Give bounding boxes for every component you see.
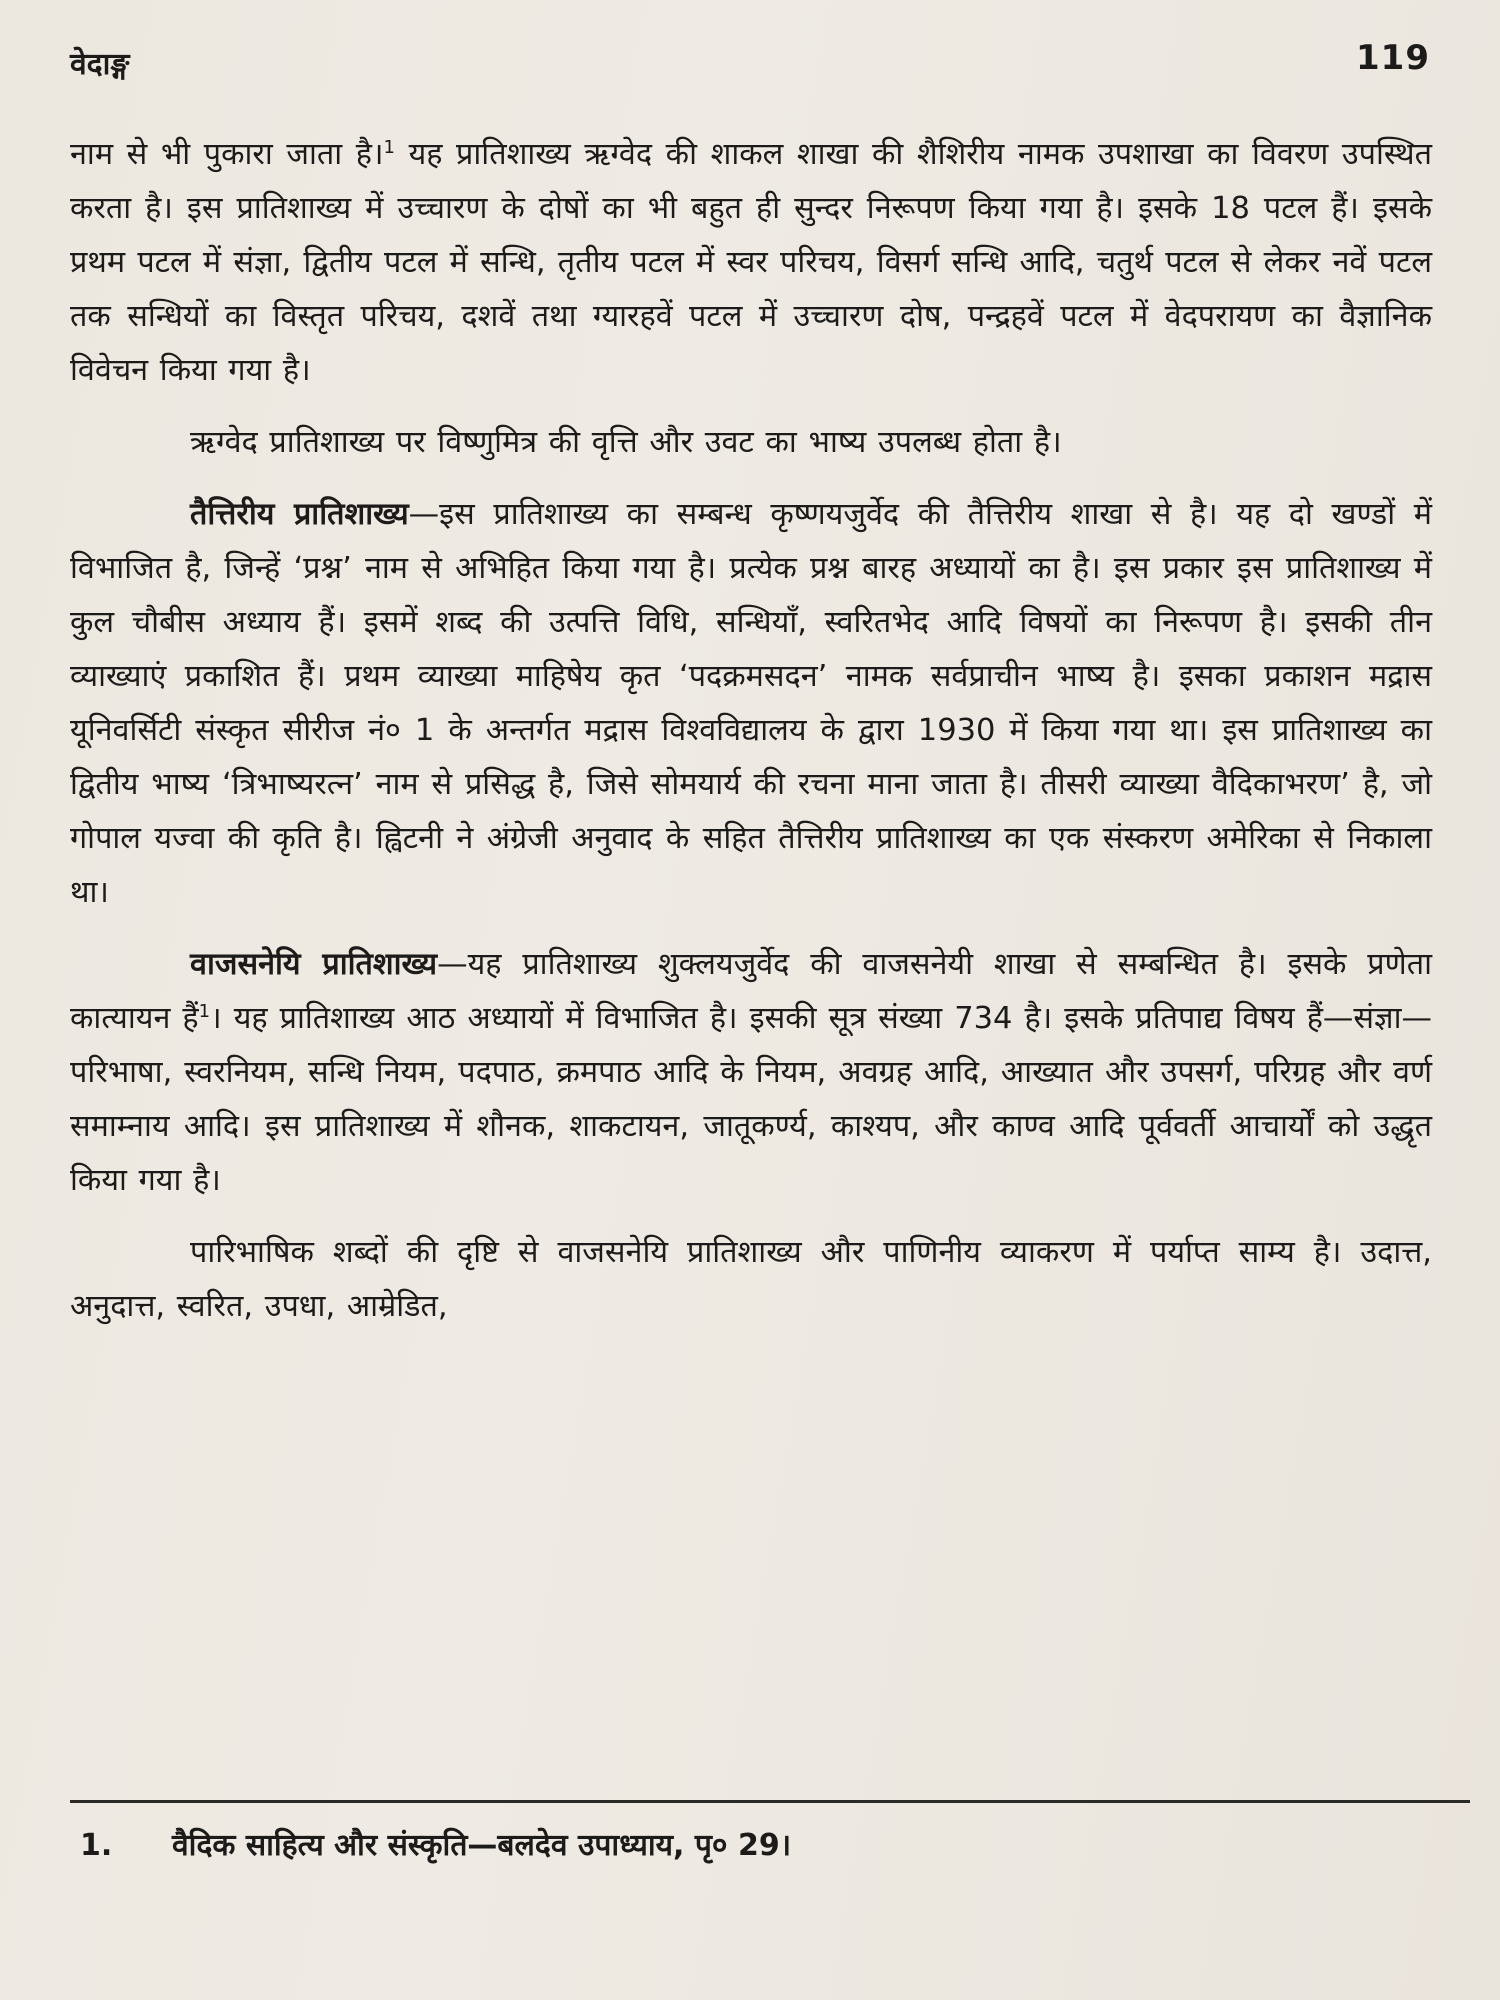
paragraph <box>70 938 1432 1208</box>
paragraph-text-continued: । यह प्रातिशाख्य आठ अध्यायों में विभाजित है। इसकी सूत्र संख्या 734 है। इसके प्रतिपाद्य विषय हैं—संज्ञा—परिभाषा, स्वरनियम, सन्धि नियम, पदपाठ, क्रमपाठ आदि के नियम, अवग्रह आदि, आख्यात और उपसर्ग, परिग्रह और वर्ण समाम्नाय आदि। इस प्रातिशाख्य में शौनक, शाकटायन, जातूकर्ण्य, काश्यप, और काण्व आदि पूर्ववर्ती आचार्यों को उद्धृत किया गया है। <box>70 1001 1432 1198</box>
paragraph <box>70 416 1432 470</box>
page-header <box>70 38 1430 88</box>
footnote-divider <box>70 1800 1470 1803</box>
paragraph-text: पारिभाषिक शब्दों की दृष्टि से वाजसनेयि प्रातिशाख्य और पाणिनीय व्याकरण में पर्याप्त साम्य है। उदात्त, अनुदात्त, स्वरित, उपधा, आम्रेडित, <box>70 1235 1432 1324</box>
section-heading: वाजसनेयि प्रातिशाख्य <box>190 947 438 982</box>
paragraph <box>70 1226 1432 1334</box>
section-heading: तैत्तिरीय प्रातिशाख्य <box>190 497 409 532</box>
footnote-number: 1. <box>80 1828 113 1863</box>
paragraph-text: ऋग्वेद प्रातिशाख्य पर विष्णुमित्र की वृत्ति और उवट का भाष्य उपलब्ध होता है। <box>190 425 1062 460</box>
footnote-text: वैदिक साहित्य और संस्कृति—बलदेव उपाध्याय, पृ० 29। <box>172 1828 792 1863</box>
footnote-marker: 1 <box>198 1000 211 1022</box>
footnote <box>80 1826 1380 1866</box>
page-number: 119 <box>1356 38 1430 78</box>
running-head: वेदाङ्ग <box>70 47 130 82</box>
paragraph <box>70 488 1432 920</box>
footnote-marker: 1 <box>383 136 395 158</box>
paragraph-text: —इस प्रातिशाख्य का सम्बन्ध कृष्णयजुर्वेद की तैत्तिरीय शाखा से है। यह दो खण्डों में विभाजित है, जिन्हें ‘प्रश्न’ नाम से अभिहित किया गया है। प्रत्येक प्रश्न बारह अध्यायों का है। इस प्रकार इस प्रातिशाख्य में कुल चौबीस अध्याय हैं। इसमें शब्द की उत्पत्ति विधि, सन्धियाँ, स्वरितभेद आदि विषयों का निरूपण है। इसकी तीन व्याख्याएं प्रकाशित हैं। प्रथम व्याख्या माहिषेय कृत ‘पदक्रमसदन’ नामक सर्वप्राचीन भाष्य है। इसका प्रकाशन मद्रास यूनिवर्सिटी संस्कृत सीरीज नं० 1 के अन्तर्गत मद्रास विश्वविद्यालय के द्वारा 1930 में किया गया था। इस प्रातिशाख्य का द्वितीय भाष्य ‘त्रिभाष्यरत्न’ नाम से प्रसिद्ध है, जिसे सोमयार्य की रचना माना जाता है। तीसरी व्याख्या वैदिकाभरण’ है, जो गोपाल यज्वा की कृति है। ह्विटनी ने अंग्रेजी अनुवाद के सहित तैत्तिरीय प्रातिशाख्य का एक संस्करण अमेरिका से निकाला था। <box>70 497 1432 910</box>
paragraph <box>70 128 1432 398</box>
paragraph-text: —यह प्रातिशाख्य शुक्लयजुर्वेद की वाजसनेयी शाखा से सम्बन्धित है। इसके प्रणेता कात्यायन हैं <box>70 947 1432 1036</box>
paragraph-text-continued: यह प्रातिशाख्य ऋग्वेद की शाकल शाखा की शैशिरीय नामक उपशाखा का विवरण उपस्थित करता है। इस प्रातिशाख्य में उच्चारण के दोषों का भी बहुत ही सुन्दर निरूपण किया गया है। इसके 18 पटल हैं। इसके प्रथम पटल में संज्ञा, द्वितीय पटल में सन्धि, तृतीय पटल में स्वर परिचय, विसर्ग सन्धि आदि, चतुर्थ पटल से लेकर नवें पटल तक सन्धियों का विस्तृत परिचय, दशवें तथा ग्यारहवें पटल में उच्चारण दोष, पन्द्रहवें पटल में वेदपरायण का वैज्ञानिक विवेचन किया गया है। <box>70 137 1432 388</box>
paragraph-text: नाम से भी पुकारा जाता है। <box>70 137 384 172</box>
page-body <box>70 128 1432 1352</box>
